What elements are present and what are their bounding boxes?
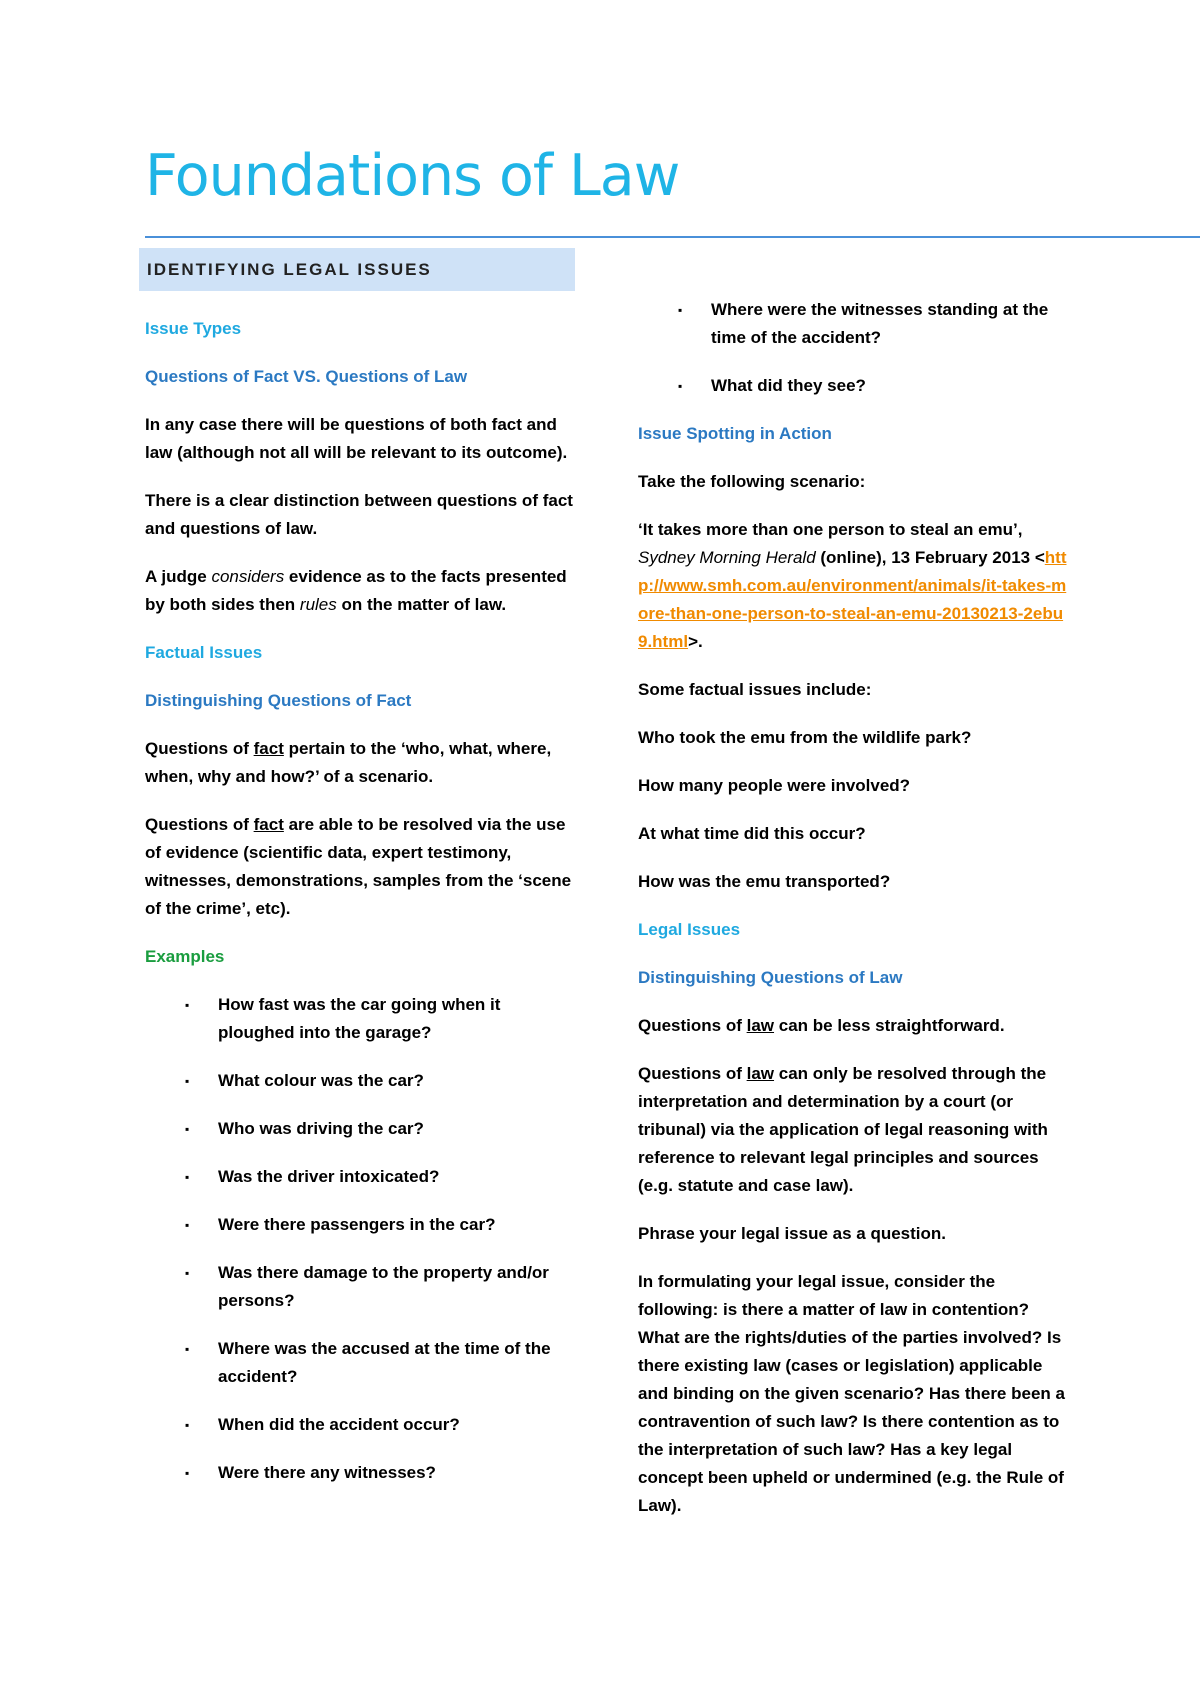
paragraph-clear-distinction: There is a clear distinction between questions of fact and questions of law. <box>145 491 573 538</box>
paragraph-phrase-issue: Phrase your legal issue as a question. <box>638 1224 947 1243</box>
list-item: ▪ How fast was the car going when it ploughed into the garage? <box>145 991 575 1047</box>
heading-distinguishing-fact: Distinguishing Questions of Fact <box>145 691 412 710</box>
list-item: ▪ Who was driving the car? <box>145 1115 575 1143</box>
citation: ‘It takes more than one person to steal an emu’, Sydney Morning Herald (online), 13 February 2013 <http://www.smh.com.au/environment/animals/it-takes-more-than-one-person-to-steal-an-emu-20130213-2ebu9.html>. <box>638 520 1067 651</box>
examples-list <box>145 991 575 1487</box>
heading-distinguishing-law: Distinguishing Questions of Law <box>638 968 903 987</box>
paragraph-law-resolved: Questions of law can only be resolved through the interpretation and determination by a court (or tribunal) via the application of legal reasoning with reference to relevant legal principles and sources (e.g. statute and case law). <box>638 1064 1048 1195</box>
list-item: ▪ Was there damage to the property and/or persons? <box>145 1259 575 1315</box>
heading-examples: Examples <box>145 947 225 966</box>
paragraph-law-less-straightforward: Questions of law can be less straightforward. <box>638 1016 1005 1035</box>
section-heading: IDENTIFYING LEGAL ISSUES <box>139 248 575 291</box>
factual-question-4: How was the emu transported? <box>638 872 891 891</box>
heading-issue-spotting: Issue Spotting in Action <box>638 424 832 443</box>
list-item: ▪ Where was the accused at the time of the accident? <box>145 1335 575 1391</box>
factual-question-3: At what time did this occur? <box>638 824 866 843</box>
list-item: ▪ Was the driver intoxicated? <box>145 1163 575 1191</box>
list-item: ▪ What colour was the car? <box>145 1067 575 1095</box>
list-item: ▪ Where were the witnesses standing at the time of the accident? <box>638 296 1068 352</box>
list-item: ▪ Were there passengers in the car? <box>145 1211 575 1239</box>
heading-fact-vs-law: Questions of Fact VS. Questions of Law <box>145 367 468 386</box>
paragraph-questions-both: In any case there will be questions of both fact and law (although not all will be relevant to its outcome). <box>145 415 568 462</box>
paragraph-fact-pertain: Questions of fact pertain to the ‘who, what, where, when, why and how?’ of a scenario. <box>145 739 552 786</box>
paragraph-judge-considers: A judge considers evidence as to the facts presented by both sides then rules on the matter of law. <box>145 567 567 614</box>
paragraph-take-scenario: Take the following scenario: <box>638 472 866 491</box>
examples-list-continued <box>638 296 1068 400</box>
list-item: ▪ Were there any witnesses? <box>145 1459 575 1487</box>
article-link[interactable]: http://www.smh.com.au/environment/animals/it-takes-more-than-one-person-to-steal-an-emu-20130213-2ebu9.html <box>638 548 1067 651</box>
paragraph-formulating-issue: In formulating your legal issue, consider the following: is there a matter of law in contention? What are the rights/duties of the parties involved? Is there existing law (cases or legislation) applicable and binding on the given scenario? Has there been a contravention of such law? Is there contention as to the interpretation of such law? Has a key legal concept been upheld or undermined (e.g. the Rule of Law). <box>638 1272 1065 1515</box>
factual-question-1: Who took the emu from the wildlife park? <box>638 728 972 747</box>
list-item: ▪ What did they see? <box>638 372 1068 400</box>
page-title: Foundations of Law <box>145 143 680 209</box>
heading-legal-issues: Legal Issues <box>638 920 741 939</box>
list-item: ▪ When did the accident occur? <box>145 1411 575 1439</box>
right-column <box>638 296 1068 1540</box>
paragraph-fact-resolved: Questions of fact are able to be resolved via the use of evidence (scientific data, expert testimony, witnesses, demonstrations, samples from the ‘scene of the crime’, etc). <box>145 815 572 918</box>
heading-factual-issues: Factual Issues <box>145 643 263 662</box>
paragraph-some-factual: Some factual issues include: <box>638 680 872 699</box>
title-rule <box>145 236 1200 238</box>
factual-question-2: How many people were involved? <box>638 776 911 795</box>
heading-issue-types: Issue Types <box>145 319 242 338</box>
left-column <box>145 248 575 1507</box>
